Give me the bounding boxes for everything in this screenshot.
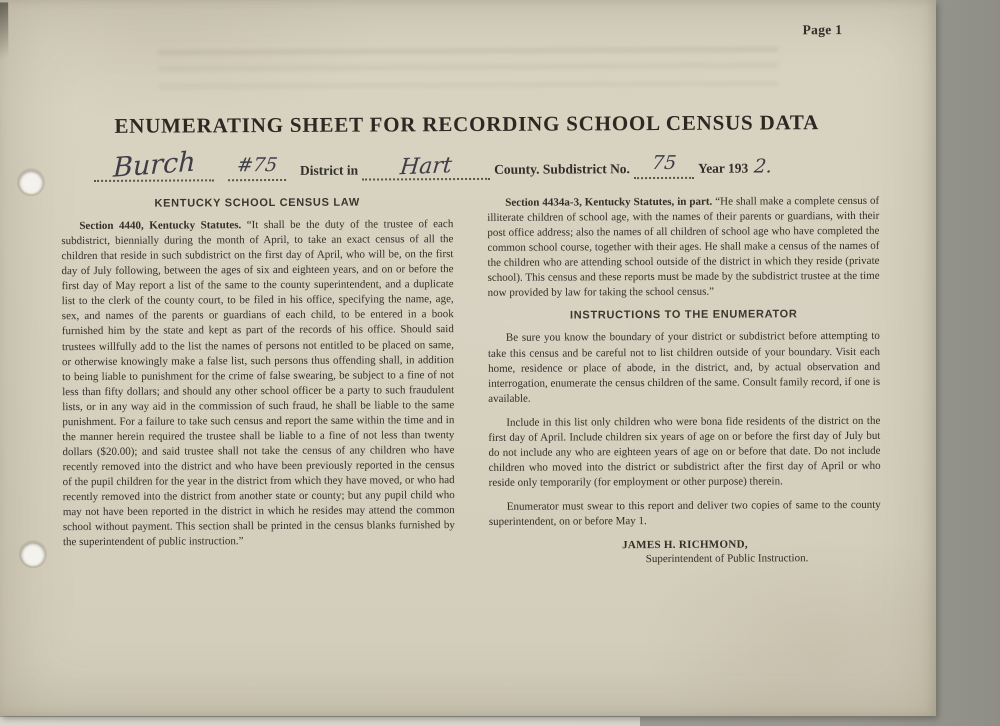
scan-bottom-edge — [0, 717, 640, 726]
handwritten-year-digit: 2. — [753, 155, 774, 178]
handwritten-district-name: Burch — [112, 146, 196, 184]
district-name-blank — [94, 146, 214, 184]
handwritten-district-number: #75 — [235, 154, 279, 177]
instructions-paragraph-2: Include in this list only children who were bona fide residents of the district on the first day of April. Include children six years of age on or before the first day of July but do not include any who are eighteen years of age on or before that date. Do not include children who moved into the district or subdistrict after the first day of April or who reside only temporarily (for employment or other purpose) therein. — [488, 414, 881, 489]
page-number: Page 1 — [802, 22, 843, 38]
instructions-paragraph-3: Enumerator must swear to this report and deliver two copies of same to the county superintendent, on or before May 1. — [488, 498, 881, 529]
page-title: ENUMERATING SHEET FOR RECORDING SCHOOL CENSUS DATA — [114, 110, 820, 138]
statute-4434a3-body: “He shall make a complete census of illiterate children of school age, with the names of their parents or guardians, with their post office address; also the names of all children of school age who have completed the common school course, together with their ages. He shall make a census of the names of the children who are attending school outside of the district in which they reside (private school). This census and these reports must be made by the subdistrict trustee at the time now provided by law for taking the school census.” — [487, 194, 880, 300]
subdistrict-blank — [634, 152, 694, 179]
handwritten-county: Hart — [399, 152, 454, 180]
form-header-line — [94, 146, 884, 184]
two-column-body — [0, 194, 937, 569]
year-label: Year 193 — [697, 160, 749, 177]
instructions-heading: INSTRUCTIONS TO THE ENUMERATOR — [569, 308, 798, 322]
instructions-paragraph-1: Be sure you know the boundary of your district or subdistrict before attempting to take this census and be careful not to list children outside of your boundary. Visit each home, residence or place of abode, in the district, and, by actual observation and interrogation, enumerate the census children of the same. Consult family record, if one is available. — [487, 330, 881, 405]
statute-4440-lead: Section 4440, Kentucky Statutes. — [79, 219, 242, 233]
signature-title: Superintendent of Public Instruction. — [645, 552, 809, 566]
district-in-label: District in — [299, 162, 359, 179]
district-number-blank — [228, 154, 286, 181]
left-column — [61, 196, 455, 568]
punch-hole-top — [19, 170, 43, 194]
census-law-text — [61, 217, 455, 550]
scan-edge-mark — [0, 2, 8, 72]
right-column — [487, 194, 881, 566]
county-subdistrict-label: County. Subdistrict No. — [494, 161, 630, 178]
statute-4434a3-text — [487, 194, 880, 301]
census-law-heading: KENTUCKY SCHOOL CENSUS LAW — [154, 196, 360, 210]
statute-4440-body: “It shall be the duty of the trustee of each subdistrict, biennially during the month of April, to take an exact census of all the children that reside in such subdistrict on the first day of April, who will be, on the first day of July following, between the ages of six and eighteen years, and on or before the first day of May report a list of the same to the county superintendent, and a duplicate list to the clerk of the county court, to be filed in his office, specifying the name, age, sex, and names of the parents or guardians of each child, to be entered in a book furnished him by the state and kept as part of the records of his office. Should said trustees willfully add to the list the names of persons not entitled to be placed on same, or otherwise knowingly make a false list, such persons thus offending shall, in addition to being liable to punishment for the crime of false swearing, be subject to a fine of not less than fifty dollars; and should any other school officer be a party to such fraudulent lists, or in any way aid in the commission of such fraud, he shall be liable to the same punishment. For a failure to take such census and report the same within the time and in the manner herein required the trustee shall be liable to a fine of not less than twenty dollars ($20.00); and said trustee shall not take the census of any children who have recently removed into the district and who have been previously reported in the census of the pupil children for the year in the district from which they have moved, or who had recently removed into the district from another state or county; but any pupil child who may not have been reported in the district in which he resides may attend the common school without payment. This section shall be printed in the census blanks furnished by the superintendent of public instruction.” — [61, 218, 455, 549]
handwritten-subdistrict-number: 75 — [650, 152, 678, 175]
signature-name: JAMES H. RICHMOND, — [622, 538, 748, 552]
county-blank — [362, 152, 490, 180]
ink-bleed-through — [158, 46, 778, 109]
signature-block — [489, 538, 881, 566]
statute-4434a3-lead: Section 4434a-3, Kentucky Statutes, in part. — [505, 195, 713, 209]
